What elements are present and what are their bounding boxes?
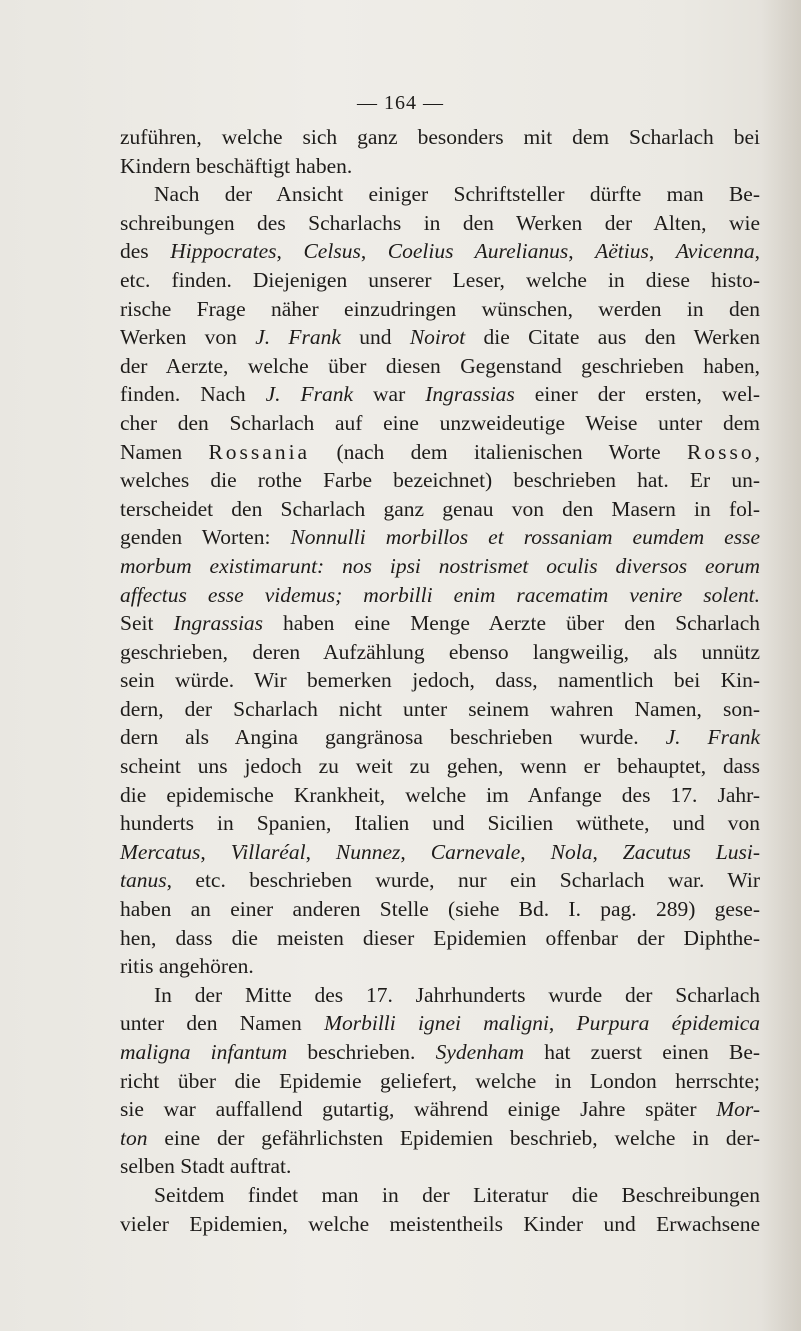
text-line: etc. finden. Diejenigen unserer Leser, welche in diese histo- bbox=[120, 267, 760, 292]
text-line: ritis angehören. bbox=[120, 954, 254, 979]
text-line: dern, der Scharlach nicht unter seinem wahren Namen, son- bbox=[120, 696, 760, 721]
text-line: Seit Ingrassias haben eine Menge Aerzte über den Scharlach bbox=[120, 611, 760, 636]
text-line: der Aerzte, welche über diesen Gegenstand geschrieben haben, bbox=[120, 353, 760, 378]
text-line: Mercatus, Villaréal, Nunnez, Carnevale, Nola, Zacutus Lusi- bbox=[120, 839, 761, 864]
text-line: selben Stadt auftrat. bbox=[120, 1154, 292, 1179]
text-line: welches die rothe Farbe bezeichnet) beschrieben hat. Er un- bbox=[120, 468, 760, 493]
text-line: Kindern beschäftigt haben. bbox=[120, 153, 353, 178]
text-line: schreibungen des Scharlachs in den Werken der Alten, wie bbox=[120, 210, 760, 235]
text-line: haben an einer anderen Stelle (siehe Bd. I. pag. 289) gese- bbox=[120, 897, 760, 922]
text-line: maligna infantum beschrieben. Sydenham hat zuerst einen Be- bbox=[120, 1040, 761, 1064]
text-line: vieler Epidemien, welche meistentheils Kinder und Erwachsene bbox=[120, 1211, 760, 1236]
text-line: tanus, etc. beschrieben wurde, nur ein Scharlach war. Wir bbox=[120, 868, 760, 893]
text-line: cher den Scharlach auf eine unzweideutige Weise unter dem bbox=[120, 410, 760, 435]
text-line: Werken von J. Frank und Noirot die Citate aus den Werken bbox=[120, 325, 760, 350]
text-line: genden Worten: Nonnulli morbillos et rossaniam eumdem esse bbox=[120, 525, 760, 550]
text-line: In der Mitte des 17. Jahrhunderts wurde der Scharlach bbox=[154, 982, 760, 1007]
text-line: scheint uns jedoch zu weit zu gehen, wenn er behauptet, dass bbox=[120, 754, 760, 779]
text-line: Namen Rossania (nach dem italienischen Worte Rosso, bbox=[120, 439, 760, 464]
text-line: finden. Nach J. Frank war Ingrassias einer der ersten, wel- bbox=[120, 382, 760, 407]
text-line: die epidemische Krankheit, welche im Anfange des 17. Jahr- bbox=[120, 782, 760, 807]
text-line: Nach der Ansicht einiger Schriftsteller dürfte man Be- bbox=[154, 182, 760, 207]
text-line: hen, dass die meisten dieser Epidemien offenbar der Diphthe- bbox=[120, 925, 760, 950]
text-line: unter den Namen Morbilli ignei maligni, Purpura épidemica bbox=[120, 1011, 761, 1036]
text-line: sein würde. Wir bemerken jedoch, dass, namentlich bei Kin- bbox=[120, 668, 760, 693]
text-line: affectus esse videmus; morbilli enim racematim venire solent. bbox=[120, 582, 760, 607]
text-line: Seitdem findet man in der Literatur die Beschreibungen bbox=[154, 1182, 760, 1207]
text-line: rische Frage näher einzudringen wünschen, werden in den bbox=[120, 296, 760, 321]
text-line: sie war auffallend gutartig, während einige Jahre später Mor- bbox=[120, 1097, 760, 1122]
text-line: zuführen, welche sich ganz besonders mit dem Scharlach bei bbox=[120, 125, 760, 149]
page-header: — 164 — bbox=[357, 92, 444, 114]
text-line: richt über die Epidemie geliefert, welche in London herrschte; bbox=[120, 1068, 760, 1093]
text-line: terscheidet den Scharlach ganz genau von den Masern in fol- bbox=[120, 496, 760, 521]
text-line: ton eine der gefährlichsten Epidemien beschrieb, welche in der- bbox=[120, 1125, 760, 1150]
text-line: morbum existimarunt: nos ipsi nostrismet oculis diversos eorum bbox=[120, 553, 760, 578]
body-text bbox=[120, 123, 760, 1238]
text-line: hunderts in Spanien, Italien und Sicilien wüthete, und von bbox=[120, 811, 760, 836]
text-line: des Hippocrates, Celsus, Coelius Aurelianus, Aëtius, Avicenna, bbox=[120, 239, 760, 264]
text-line: geschrieben, deren Aufzählung ebenso langweilig, als unnütz bbox=[120, 639, 760, 664]
text-line: dern als Angina gangränosa beschrieben wurde. J. Frank bbox=[120, 725, 760, 750]
page-edge-shadow bbox=[761, 0, 801, 1331]
